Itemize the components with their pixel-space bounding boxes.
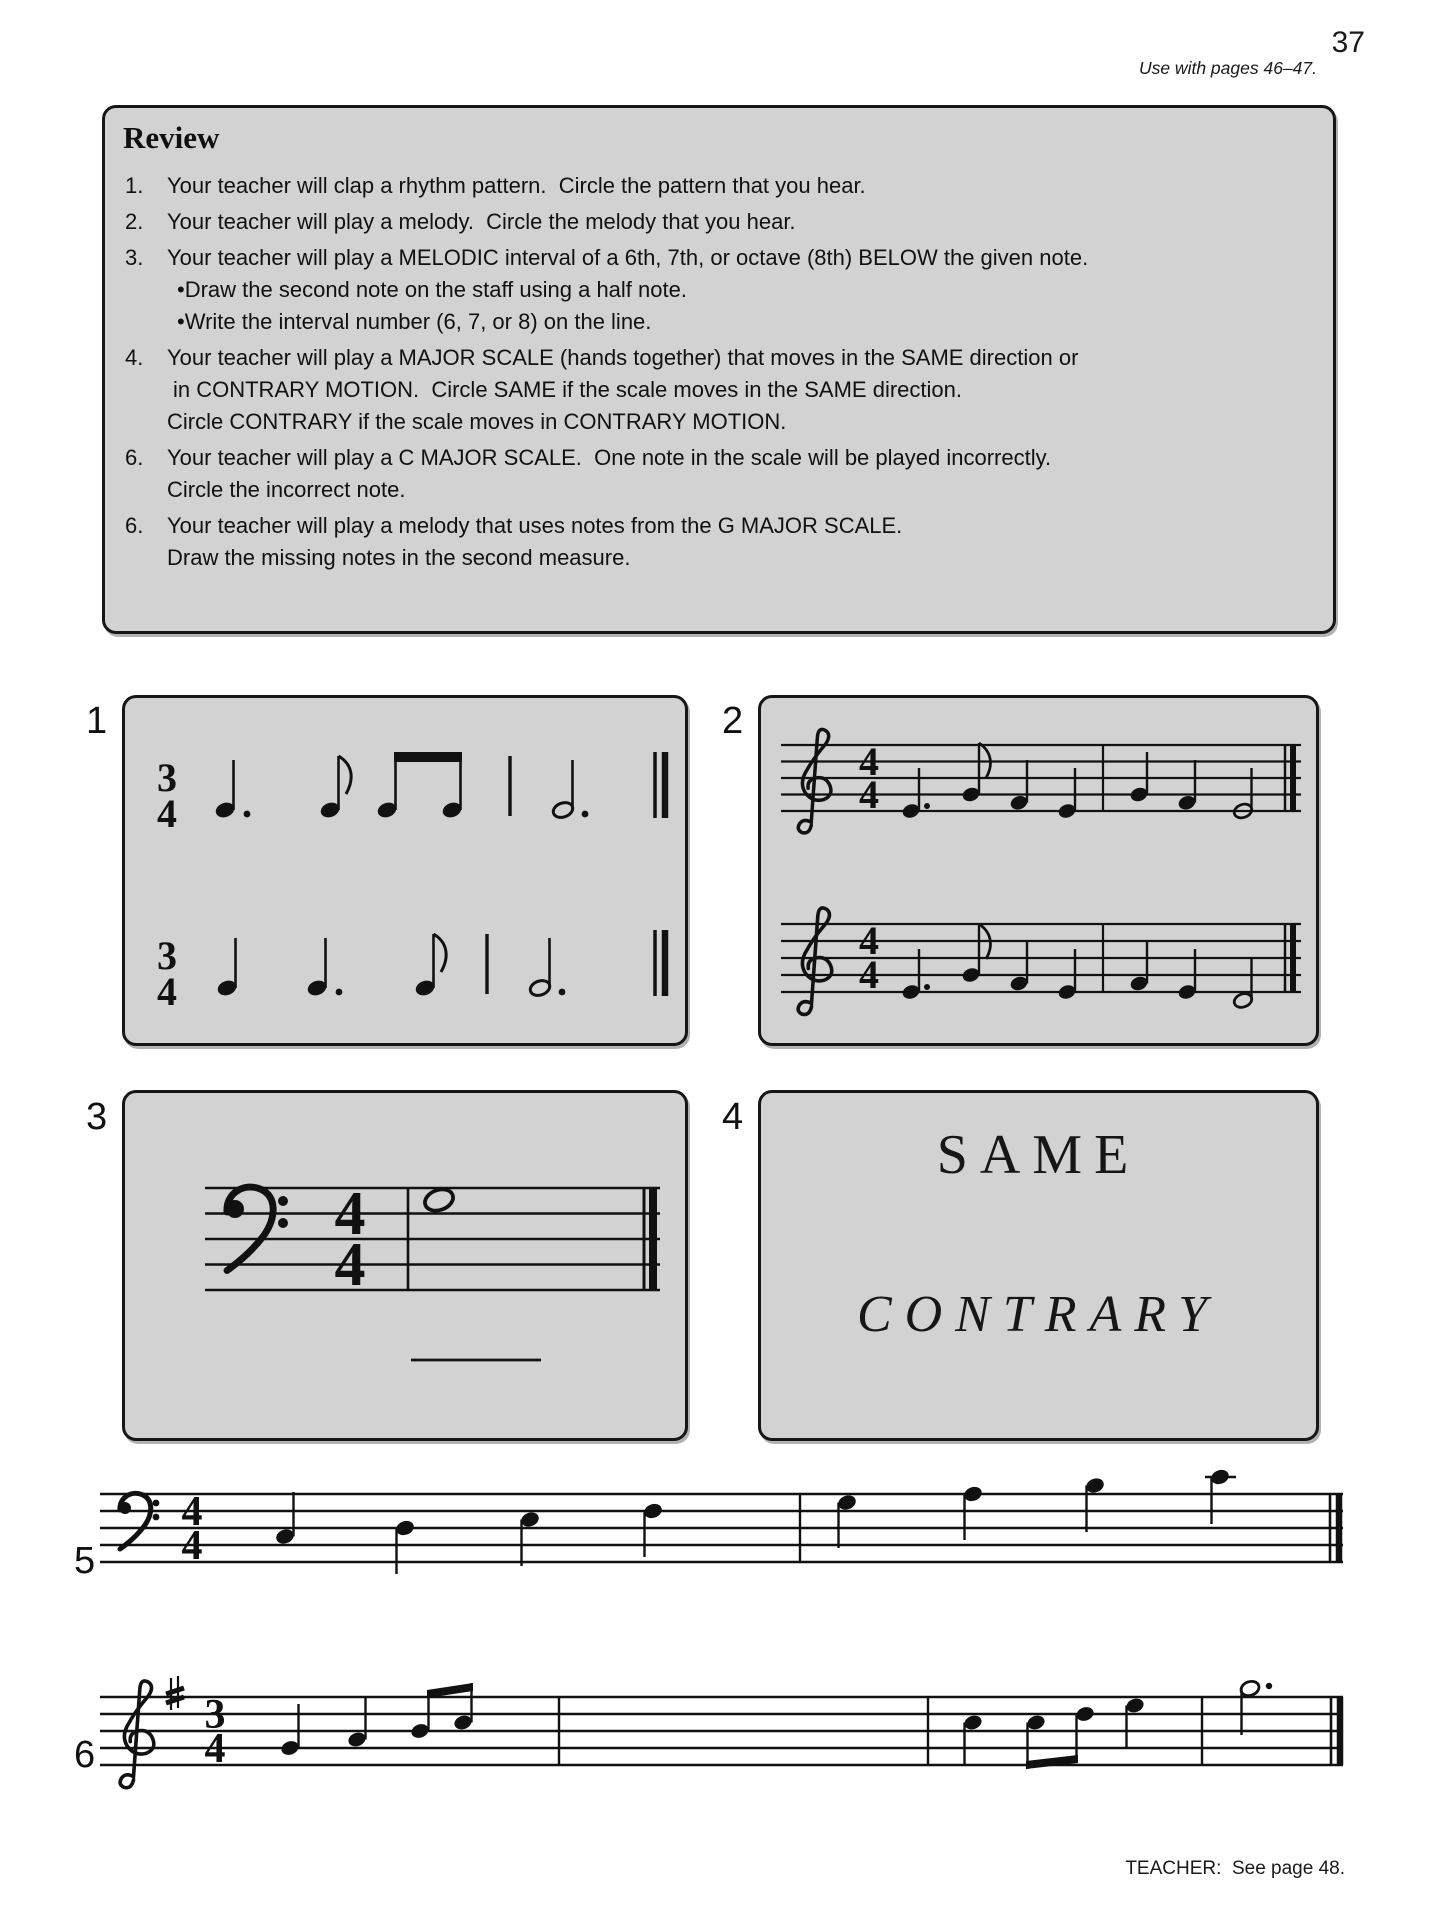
exercise-2-label: 2 [722, 700, 744, 742]
exercise-6-label: 6 [74, 1734, 96, 1776]
scale-staff [95, 1440, 1355, 1620]
final-double-barline [655, 752, 665, 818]
dotted-half-note [551, 760, 588, 820]
final-double-barline [655, 930, 665, 996]
contrary-option[interactable]: CONTRARY [856, 1286, 1221, 1343]
time-signature-bottom: 4 [334, 1231, 366, 1299]
melody-staff [95, 1650, 1355, 1880]
quarter-note [216, 938, 239, 998]
staff-lines [100, 1697, 1343, 1765]
review-title: Review [123, 120, 220, 155]
rhythm-patterns [125, 698, 685, 1043]
review-item: 4. Your teacher will play a MAJOR SCALE (hands together) that moves in the SAME direction or in CONTRARY MOTION. Circle SAME if the scale moves in the SAME direction. Circle CONTRARY if the scale moves in CONTRARY MOTION. [125, 345, 1079, 434]
exercise-3-box[interactable] [122, 1090, 688, 1441]
time-signature-bottom: 4 [204, 1726, 226, 1772]
measure-1-notes [279, 1683, 473, 1757]
time-signature-top: 3 [157, 755, 177, 800]
scale-notes [274, 1468, 1236, 1574]
eighth-note [319, 756, 351, 820]
exercise-3-label: 3 [86, 1096, 108, 1138]
same-option[interactable]: SAME [936, 1124, 1141, 1186]
dotted-quarter-note [306, 938, 343, 998]
time-signature-bottom: 4 [181, 1523, 203, 1569]
time-signature-bottom: 4 [157, 969, 177, 1014]
page-annotation: Use with pages 46–47. [1138, 58, 1317, 78]
dotted-half-note [528, 938, 565, 998]
dotted-quarter-note [214, 760, 251, 820]
measure-4-notes [1239, 1679, 1272, 1735]
beamed-eighth-pair [376, 752, 464, 820]
beam [1026, 1755, 1078, 1769]
given-half-note [422, 1186, 456, 1215]
sharp-icon [166, 1676, 184, 1710]
melody-choices [761, 698, 1316, 1043]
review-item: 1. Your teacher will clap a rhythm pattern. Circle the pattern that you hear. [125, 173, 866, 198]
time-signature-top: 4 [181, 1489, 203, 1535]
interval-staff [125, 1093, 685, 1438]
review-item: 2. Your teacher will play a melody. Circle the melody that you hear. [125, 209, 796, 234]
time-signature-top: 4 [859, 739, 879, 784]
bass-clef-icon [226, 1187, 288, 1270]
page-number: 37 [1331, 26, 1365, 59]
exercise-2-box[interactable] [758, 695, 1319, 1046]
time-signature-bottom: 4 [859, 772, 879, 817]
melody-b-staff[interactable] [781, 908, 1301, 1015]
notes [901, 743, 1254, 820]
review-box [102, 105, 1336, 634]
exercise-4-label: 4 [722, 1096, 744, 1138]
time-signature-top: 3 [204, 1692, 226, 1738]
review-item: 3. Your teacher will play a MELODIC interval of a 6th, 7th, or octave (8th) BELOW the given note. •Draw the second note on the staff using a half note. •Write the interval number (6, 7, or 8) on the line. [125, 245, 1089, 334]
time-signature-top: 3 [157, 933, 177, 978]
rhythm-pattern-a[interactable] [157, 752, 665, 836]
review-instructions [125, 170, 1315, 578]
teacher-note: TEACHER: See page 48. [1125, 1858, 1345, 1879]
review-item: 6. Your teacher will play a C MAJOR SCALE. One note in the scale will be played incorrectly. Circle the incorrect note. [125, 445, 1052, 502]
review-item: 6. Your teacher will play a melody that uses notes from the G MAJOR SCALE. Draw the missing notes in the second measure. [125, 513, 903, 570]
exercise-4-box[interactable] [758, 1090, 1319, 1441]
measure-3-notes [962, 1696, 1145, 1769]
staff-lines [100, 1494, 1343, 1562]
time-signature-bottom: 4 [157, 791, 177, 836]
bass-clef-icon [119, 1493, 159, 1549]
beam [427, 1683, 473, 1698]
exercise-1-box[interactable] [122, 695, 688, 1046]
rhythm-pattern-b[interactable] [157, 930, 665, 1014]
exercise-5-label: 5 [74, 1540, 96, 1582]
eighth-note [414, 934, 446, 998]
time-signature-bottom: 4 [859, 952, 879, 997]
exercise-1-label: 1 [86, 700, 108, 742]
time-signature-top: 4 [859, 918, 879, 963]
melody-a-staff[interactable] [781, 729, 1301, 833]
notes [901, 924, 1254, 1010]
time-signature-top: 4 [334, 1180, 366, 1248]
